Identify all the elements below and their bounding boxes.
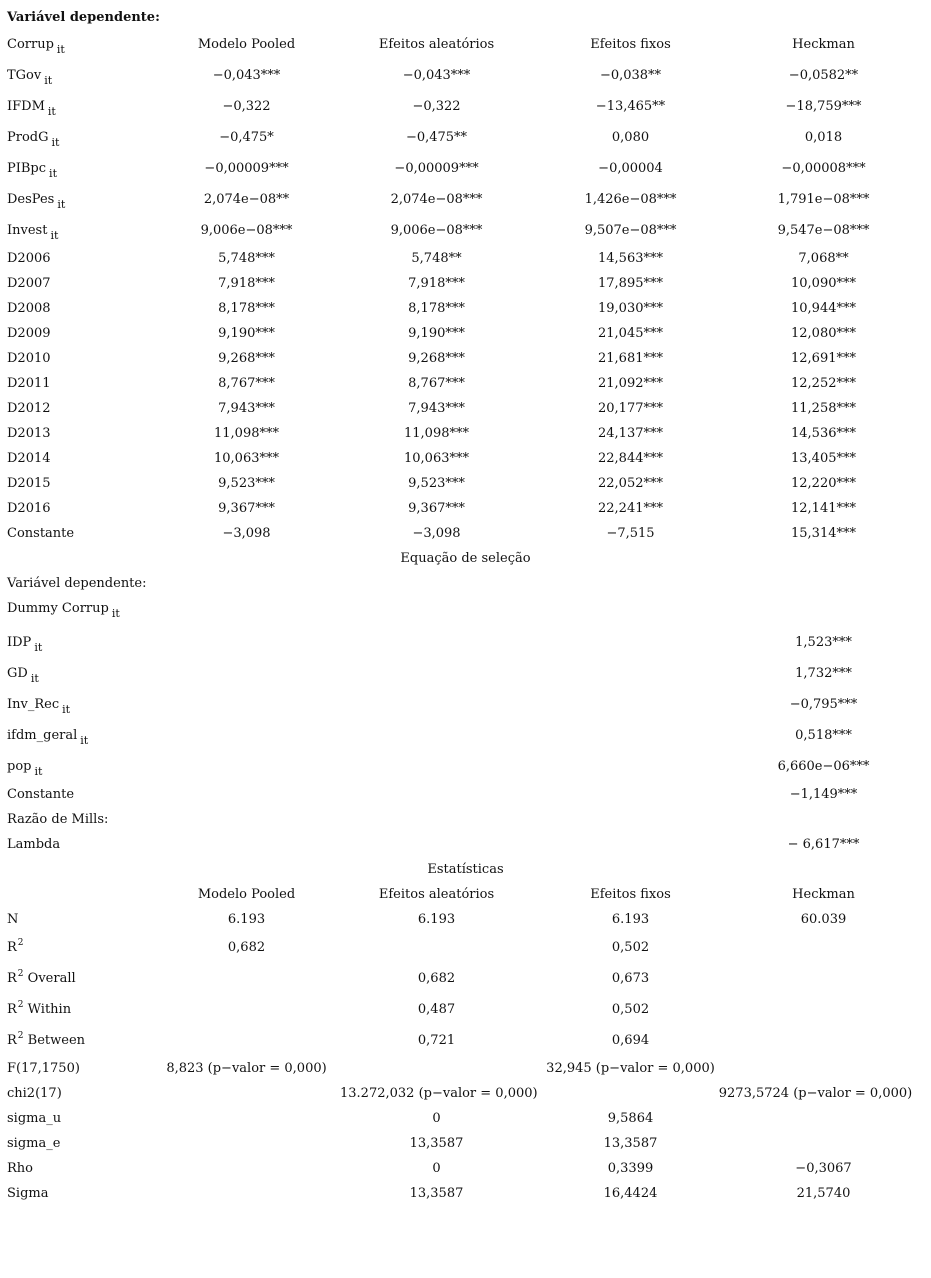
cell-fixed: 0,673 (611, 971, 650, 986)
table-row (0, 521, 931, 546)
cell-random: −0,043*** (402, 68, 471, 83)
table-row (0, 496, 931, 521)
cell-pooled: 7,943*** (218, 401, 275, 416)
cell-fixed: 24,137*** (598, 426, 663, 441)
cell-pooled: 0,682 (227, 940, 266, 955)
row-label: F(17,1750) (7, 1061, 80, 1076)
cell-random: 0,487 (417, 1002, 456, 1017)
cell-fixed: 22,241*** (598, 501, 663, 516)
header-pooled: Modelo Pooled (197, 37, 296, 52)
cell-random: 0,721 (417, 1033, 456, 1048)
table-title-row (0, 5, 931, 30)
cell-fixed: 19,030*** (598, 301, 663, 316)
selection-dependent-row (0, 571, 931, 596)
cell-heckman: 10,090*** (791, 276, 856, 291)
cell-random: 0,682 (417, 971, 456, 986)
cell-fixed: 13,3587 (603, 1136, 658, 1151)
stats-row (0, 1081, 931, 1106)
cell-heckman (727, 935, 920, 960)
cell-fixed: −13,465** (595, 99, 666, 114)
header-pooled: Modelo Pooled (197, 887, 296, 902)
cell-heckman: 1,732*** (795, 666, 852, 681)
stats-header-row (0, 882, 931, 907)
header-heckman: Heckman (792, 37, 855, 52)
row-label: chi2(17) (7, 1086, 62, 1101)
selection-title-row (0, 546, 931, 571)
cell-heckman (727, 1028, 920, 1053)
cell-fixed: 22,844*** (598, 451, 663, 466)
cell-heckman (727, 997, 920, 1022)
table-row (0, 218, 931, 243)
cell-fixed: 0,694 (611, 1033, 650, 1048)
row-label: $R^2$ (7, 938, 24, 955)
stats-row (0, 1056, 931, 1081)
table-row (0, 471, 931, 496)
cell-pooled: 5,748*** (218, 251, 275, 266)
header-random-effects: Efeitos aleatórios (378, 887, 495, 902)
table-row (0, 446, 931, 471)
row-label: IFDM $_{it}$ (7, 99, 56, 118)
cell-random: −0,475** (405, 130, 468, 145)
cell-heckman: −1,149*** (789, 787, 858, 802)
cell-fixed: 9,5864 (607, 1111, 654, 1126)
stats-row (0, 997, 931, 1022)
cell-heckman: −0,00008*** (781, 161, 866, 176)
cell-fixed: 21,681*** (598, 351, 663, 366)
stats-row (0, 1131, 931, 1156)
header-random-effects: Efeitos aleatórios (378, 37, 495, 52)
cell-random: −0,00009*** (394, 161, 479, 176)
header-heckman: Heckman (792, 887, 855, 902)
cell-heckman: −0,3067 (795, 1161, 852, 1176)
cell-random: 2,074e−08*** (390, 192, 483, 207)
table-row (0, 187, 931, 212)
cell-pooled: 2,074e−08** (203, 192, 290, 207)
row-label: D2009 (7, 326, 51, 341)
row-label: D2014 (7, 451, 51, 466)
cell-pooled: 9,268*** (218, 351, 275, 366)
cell-pooled: 11,098*** (214, 426, 279, 441)
cell-pooled: 8,178*** (218, 301, 275, 316)
row-label: $R^2$ Between (7, 1031, 86, 1048)
cell-heckman: 9273,5724 (p−valor = 0,000) (718, 1086, 913, 1101)
cell-random: 9,006e−08*** (390, 223, 483, 238)
cell-fixed: −0,00004 (598, 161, 663, 176)
table-row (0, 296, 931, 321)
row-label: D2007 (7, 276, 51, 291)
stats-row (0, 1156, 931, 1181)
row-label: IDP $_{it}$ (7, 635, 43, 654)
cell-random: 7,943*** (408, 401, 465, 416)
table-row (0, 94, 931, 119)
cell-heckman: 12,220*** (791, 476, 856, 491)
cell-random: −0,322 (412, 99, 461, 114)
cell-fixed: 20,177*** (598, 401, 663, 416)
cell-pooled: 10,063*** (214, 451, 279, 466)
row-label: Invest $_{it}$ (7, 223, 59, 242)
cell-pooled: −0,475* (219, 130, 274, 145)
row-label: ProdG $_{it}$ (7, 130, 60, 149)
cell-fixed: 6.193 (611, 912, 650, 927)
row-label: Inv_Rec $_{it}$ (7, 697, 71, 716)
cell-heckman: 6,660e−06*** (777, 759, 870, 774)
row-label: ifdm_geral $_{it}$ (7, 728, 89, 747)
stats-row (0, 1181, 931, 1206)
column-header-row (0, 32, 931, 57)
row-label: D2012 (7, 401, 51, 416)
cell-pooled: 6.193 (227, 912, 266, 927)
cell-random: 9,190*** (408, 326, 465, 341)
cell-heckman: 11,258*** (791, 401, 856, 416)
lambda-row (0, 832, 931, 857)
row-label: D2011 (7, 376, 51, 391)
cell-pooled: 9,367*** (218, 501, 275, 516)
cell-random: 11,098*** (404, 426, 469, 441)
table-row (0, 271, 931, 296)
selection-equation-title: Equação de seleção (400, 551, 531, 566)
cell-heckman: 60.039 (800, 912, 847, 927)
cell-pooled: −0,00009*** (204, 161, 289, 176)
cell-fixed: 1,426e−08*** (584, 192, 677, 207)
row-label: D2015 (7, 476, 51, 491)
cell-fixed: 14,563*** (598, 251, 663, 266)
cell-pooled: 8,823 (p−valor = 0,000) (166, 1061, 327, 1076)
cell-fixed: 9,507e−08*** (584, 223, 677, 238)
dependent-variable-title: Variável dependente: (7, 10, 160, 25)
row-label: D2008 (7, 301, 51, 316)
cell-heckman: 21,5740 (796, 1186, 851, 1201)
row-label: sigma_u (7, 1111, 62, 1126)
cell-fixed: 0,080 (611, 130, 650, 145)
cell-heckman: 1,523*** (795, 635, 852, 650)
cell-pooled: 9,006e−08*** (200, 223, 293, 238)
table-row (0, 246, 931, 271)
table-row (0, 125, 931, 150)
table-row (0, 421, 931, 446)
cell-random: 5,748** (411, 251, 462, 266)
row-label: GD $_{it}$ (7, 666, 39, 685)
cell-heckman: 0,018 (804, 130, 843, 145)
cell-random (340, 935, 533, 960)
selection-row (0, 782, 931, 807)
cell-pooled: 7,918*** (218, 276, 275, 291)
cell-heckman: 12,252*** (791, 376, 856, 391)
cell-heckman: 7,068** (798, 251, 849, 266)
cell-fixed: 16,4424 (603, 1186, 658, 1201)
cell-random: 0 (432, 1111, 441, 1126)
row-label: Constante (7, 526, 75, 541)
selection-dummy-row (0, 596, 931, 621)
cell-pooled: −0,322 (222, 99, 271, 114)
cell-fixed: 21,045*** (598, 326, 663, 341)
cell-fixed: 21,092*** (598, 376, 663, 391)
cell-pooled: 8,767*** (218, 376, 275, 391)
cell-random: 10,063*** (404, 451, 469, 466)
row-label: Constante (7, 787, 75, 802)
row-label: D2010 (7, 351, 51, 366)
cell-pooled (150, 1028, 343, 1053)
table-row (0, 346, 931, 371)
cell-pooled (150, 997, 343, 1022)
cell-heckman: 0,518*** (795, 728, 852, 743)
row-label: DesPes $_{it}$ (7, 192, 66, 211)
row-label: D2013 (7, 426, 51, 441)
selection-dependent-label: Variável dependente: (7, 576, 147, 591)
cell-heckman: 13,405*** (791, 451, 856, 466)
cell-heckman (727, 966, 920, 991)
mills-ratio-label: Razão de Mills: (7, 812, 109, 827)
table-row (0, 396, 931, 421)
statistics-title: Estatísticas (427, 862, 504, 877)
row-label: D2006 (7, 251, 51, 266)
cell-heckman: 12,691*** (791, 351, 856, 366)
cell-random: −3,098 (412, 526, 461, 541)
cell-random: 9,523*** (408, 476, 465, 491)
row-label: pop $_{it}$ (7, 759, 43, 778)
cell-heckman: 10,944*** (791, 301, 856, 316)
dependent-variable-label: Corrup $_{it}$ (7, 37, 65, 56)
cell-heckman: 14,536*** (791, 426, 856, 441)
cell-fixed: 0,3399 (607, 1161, 654, 1176)
row-label: sigma_e (7, 1136, 61, 1151)
table-row (0, 371, 931, 396)
table-row (0, 63, 931, 88)
lambda-label: Lambda (7, 837, 61, 852)
row-label: PIBpc $_{it}$ (7, 161, 57, 180)
row-label: TGov $_{it}$ (7, 68, 53, 87)
stats-row (0, 1106, 931, 1131)
selection-row (0, 723, 931, 748)
cell-random: 9,268*** (408, 351, 465, 366)
cell-pooled (150, 966, 343, 991)
mills-row (0, 807, 931, 832)
cell-fixed: −0,038** (599, 68, 662, 83)
cell-pooled: 9,523*** (218, 476, 275, 491)
cell-fixed: 32,945 (p−valor = 0,000) (546, 1061, 715, 1076)
cell-fixed: 17,895*** (598, 276, 663, 291)
cell-pooled: −0,043*** (212, 68, 281, 83)
table-row (0, 321, 931, 346)
cell-heckman: 1,791e−08*** (777, 192, 870, 207)
cell-pooled: 9,190*** (218, 326, 275, 341)
row-label: Sigma (7, 1186, 49, 1201)
row-label: N (7, 912, 19, 927)
stats-row (0, 966, 931, 991)
row-label: D2016 (7, 501, 51, 516)
stats-title-row (0, 857, 931, 882)
selection-row (0, 661, 931, 686)
cell-random: 0 (432, 1161, 441, 1176)
cell-fixed: 0,502 (611, 940, 650, 955)
header-fixed-effects: Efeitos fixos (590, 887, 671, 902)
row-label: $R^2$ Overall (7, 969, 76, 986)
cell-random: 8,767*** (408, 376, 465, 391)
cell-random: 7,918*** (408, 276, 465, 291)
cell-heckman: − 6,617*** (787, 837, 860, 852)
cell-random: 13,3587 (409, 1136, 464, 1151)
cell-heckman: 15,314*** (791, 526, 856, 541)
cell-fixed: 22,052*** (598, 476, 663, 491)
cell-heckman: −0,0582** (788, 68, 859, 83)
stats-row (0, 1028, 931, 1053)
row-label: $R^2$ Within (7, 1000, 72, 1017)
cell-pooled: −3,098 (222, 526, 271, 541)
cell-heckman: −18,759*** (785, 99, 862, 114)
header-fixed-effects: Efeitos fixos (590, 37, 671, 52)
stats-row (0, 907, 931, 932)
cell-heckman: 12,141*** (791, 501, 856, 516)
selection-row (0, 754, 931, 779)
selection-row (0, 630, 931, 655)
cell-fixed: −7,515 (606, 526, 655, 541)
cell-heckman: −0,795*** (789, 697, 858, 712)
selection-row (0, 692, 931, 717)
cell-fixed: 0,502 (611, 1002, 650, 1017)
cell-random: 6.193 (417, 912, 456, 927)
cell-random: 8,178*** (408, 301, 465, 316)
cell-heckman: 9,547e−08*** (777, 223, 870, 238)
row-label: Rho (7, 1161, 33, 1176)
cell-heckman: 12,080*** (791, 326, 856, 341)
cell-random: 13.272,032 (p−valor = 0,000) (340, 1086, 538, 1101)
dummy-corrup-label: Dummy Corrup $_{it}$ (7, 601, 120, 620)
cell-random: 13,3587 (409, 1186, 464, 1201)
cell-random: 9,367*** (408, 501, 465, 516)
stats-row (0, 935, 931, 960)
table-row (0, 156, 931, 181)
